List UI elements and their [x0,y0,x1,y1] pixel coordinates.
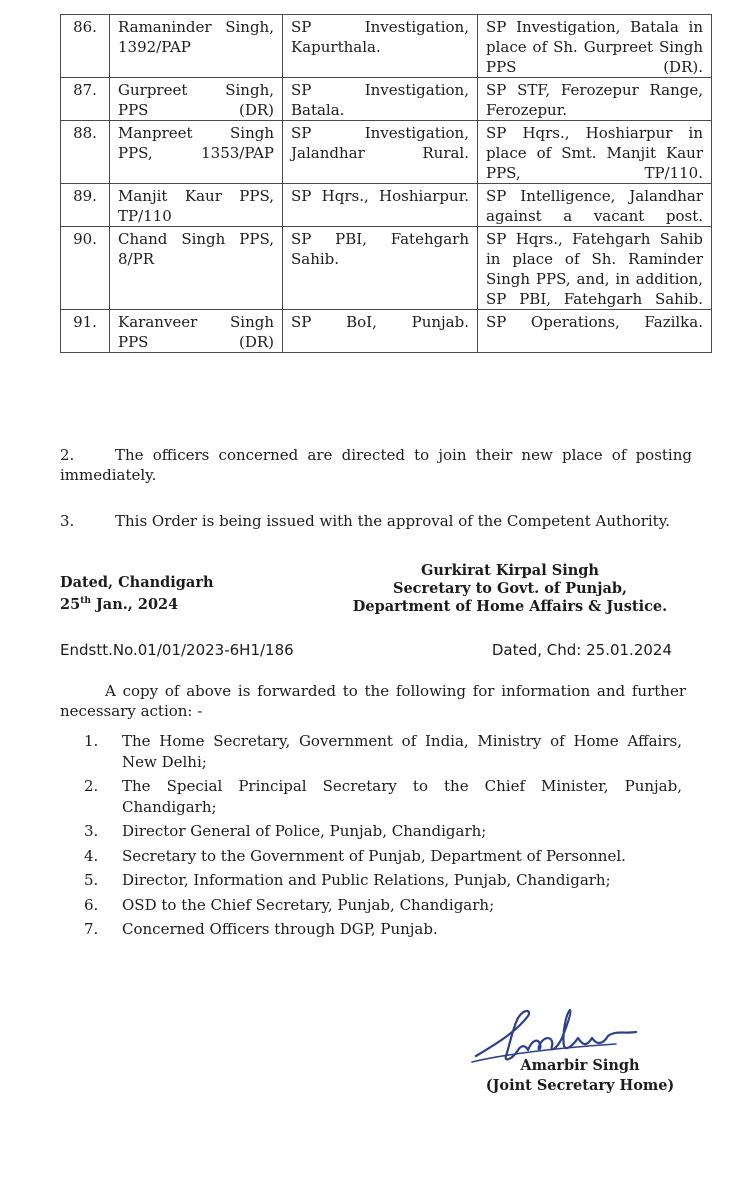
officer-name-cell: Ramaninder Singh, 1392/PAP [110,15,283,78]
table-row [61,310,712,353]
recipient-item [76,846,682,867]
final-signatory-title: (Joint Secretary Home) [485,1077,675,1094]
new-posting-cell: SP Operations, Fazilka. [478,310,712,353]
recipient-text: Director General of Police, Punjab, Chandigarh; [122,822,487,840]
signatory-name: Gurkirat Kirpal Singh [421,562,599,579]
table-row [61,121,712,184]
signatory-title: Secretary to Govt. of Punjab, [392,580,628,597]
paragraph-3-number: 3. [60,512,75,530]
recipient-number: 2. [84,777,99,795]
recipient-item [76,731,682,772]
serial-number-cell: 88. [61,121,110,184]
serial-number-cell: 87. [61,78,110,121]
recipient-item [76,895,682,916]
recipient-item [76,870,682,891]
postings-table [60,14,712,353]
current-posting-cell: SP PBI, Fatehgarh Sahib. [283,227,478,310]
recipient-text: The Special Principal Secretary to the Chief Minister, Punjab, Chandigarh; [122,777,682,816]
paragraph-3-text: This Order is being issued with the approval of the Competent Authority. [115,512,670,530]
officer-name-cell: Manpreet Singh PPS, 1353/PAP [110,121,283,184]
table-row [61,78,712,121]
serial-number-cell: 91. [61,310,110,353]
table-row [61,15,712,78]
recipient-number: 3. [84,822,99,840]
paragraph-2 [60,445,692,485]
signatory-department: Department of Home Affairs & Justice. [352,598,668,615]
paragraph-3 [60,511,692,531]
copy-forwarded-text [60,681,686,721]
recipient-text: Director, Information and Public Relations, Punjab, Chandigarh; [122,871,611,889]
dated-place: Dated, Chandigarh [60,574,214,591]
copy-forwarded-sentence: A copy of above is forwarded to the following for information and further necessary action: - [60,682,686,720]
paragraph-2-text: The officers concerned are directed to join their new place of posting immediately. [60,446,692,484]
new-posting-cell: SP Investigation, Batala in place of Sh. Gurpreet Singh PPS (DR). [478,15,712,78]
new-posting-cell: SP Hqrs., Fatehgarh Sahib in place of Sh. Raminder Singh PPS, and, in addition, SP PBI, Fatehgarh Sahib. [478,227,712,310]
recipient-item [76,821,682,842]
paragraph-2-number: 2. [60,446,75,464]
endorsement-date: Dated, Chd: 25.01.2024 [491,641,672,659]
current-posting-cell: SP Investigation, Batala. [283,78,478,121]
recipient-number: 5. [84,871,99,889]
serial-number-cell: 90. [61,227,110,310]
dated-block [60,574,214,614]
final-signatory-block [460,1056,700,1096]
endorsement-number: Endstt.No.01/01/2023-6H1/186 [60,641,294,659]
current-posting-cell: SP BoI, Punjab. [283,310,478,353]
recipient-number: 7. [84,920,99,938]
table-row [61,227,712,310]
recipient-item [76,919,682,940]
recipient-item [76,776,682,817]
officer-name-cell: Gurpreet Singh, PPS (DR) [110,78,283,121]
recipient-number: 6. [84,895,99,914]
officer-name-cell: Manjit Kaur PPS, TP/110 [110,184,283,227]
dated-day: 25 [60,595,81,613]
table-row [61,184,712,227]
recipient-number: 4. [84,846,99,865]
current-posting-cell: SP Investigation, Kapurthala. [283,15,478,78]
signatory-block [340,562,680,616]
serial-number-cell: 89. [61,184,110,227]
officer-name-cell: Chand Singh PPS, 8/PR [110,227,283,310]
new-posting-cell: SP Intelligence, Jalandhar against a vacant post. [478,184,712,227]
recipient-text: OSD to the Chief Secretary, Punjab, Chandigarh; [122,895,495,914]
postings-table-body [61,15,712,353]
recipient-text: Secretary to the Government of Punjab, Department of Personnel. [122,846,626,865]
final-signatory-name: Amarbir Singh [520,1057,640,1074]
officer-name-cell: Karanveer Singh PPS (DR) [110,310,283,353]
current-posting-cell: SP Investigation, Jalandhar Rural. [283,121,478,184]
dated-date [60,592,214,614]
recipients-list [76,731,682,944]
dated-day-suffix: th [80,596,91,606]
endorsement-line [60,640,672,660]
recipient-number: 1. [84,732,99,750]
serial-number-cell: 86. [61,15,110,78]
recipient-text: Concerned Officers through DGP, Punjab. [122,920,438,938]
current-posting-cell: SP Hqrs., Hoshiarpur. [283,184,478,227]
new-posting-cell: SP Hqrs., Hoshiarpur in place of Smt. Manjit Kaur PPS, TP/110. [478,121,712,184]
recipient-text: The Home Secretary, Government of India, Ministry of Home Affairs, New Delhi; [122,732,682,771]
new-posting-cell: SP STF, Ferozepur Range, Ferozepur. [478,78,712,121]
dated-month-year: Jan., 2024 [90,595,179,613]
